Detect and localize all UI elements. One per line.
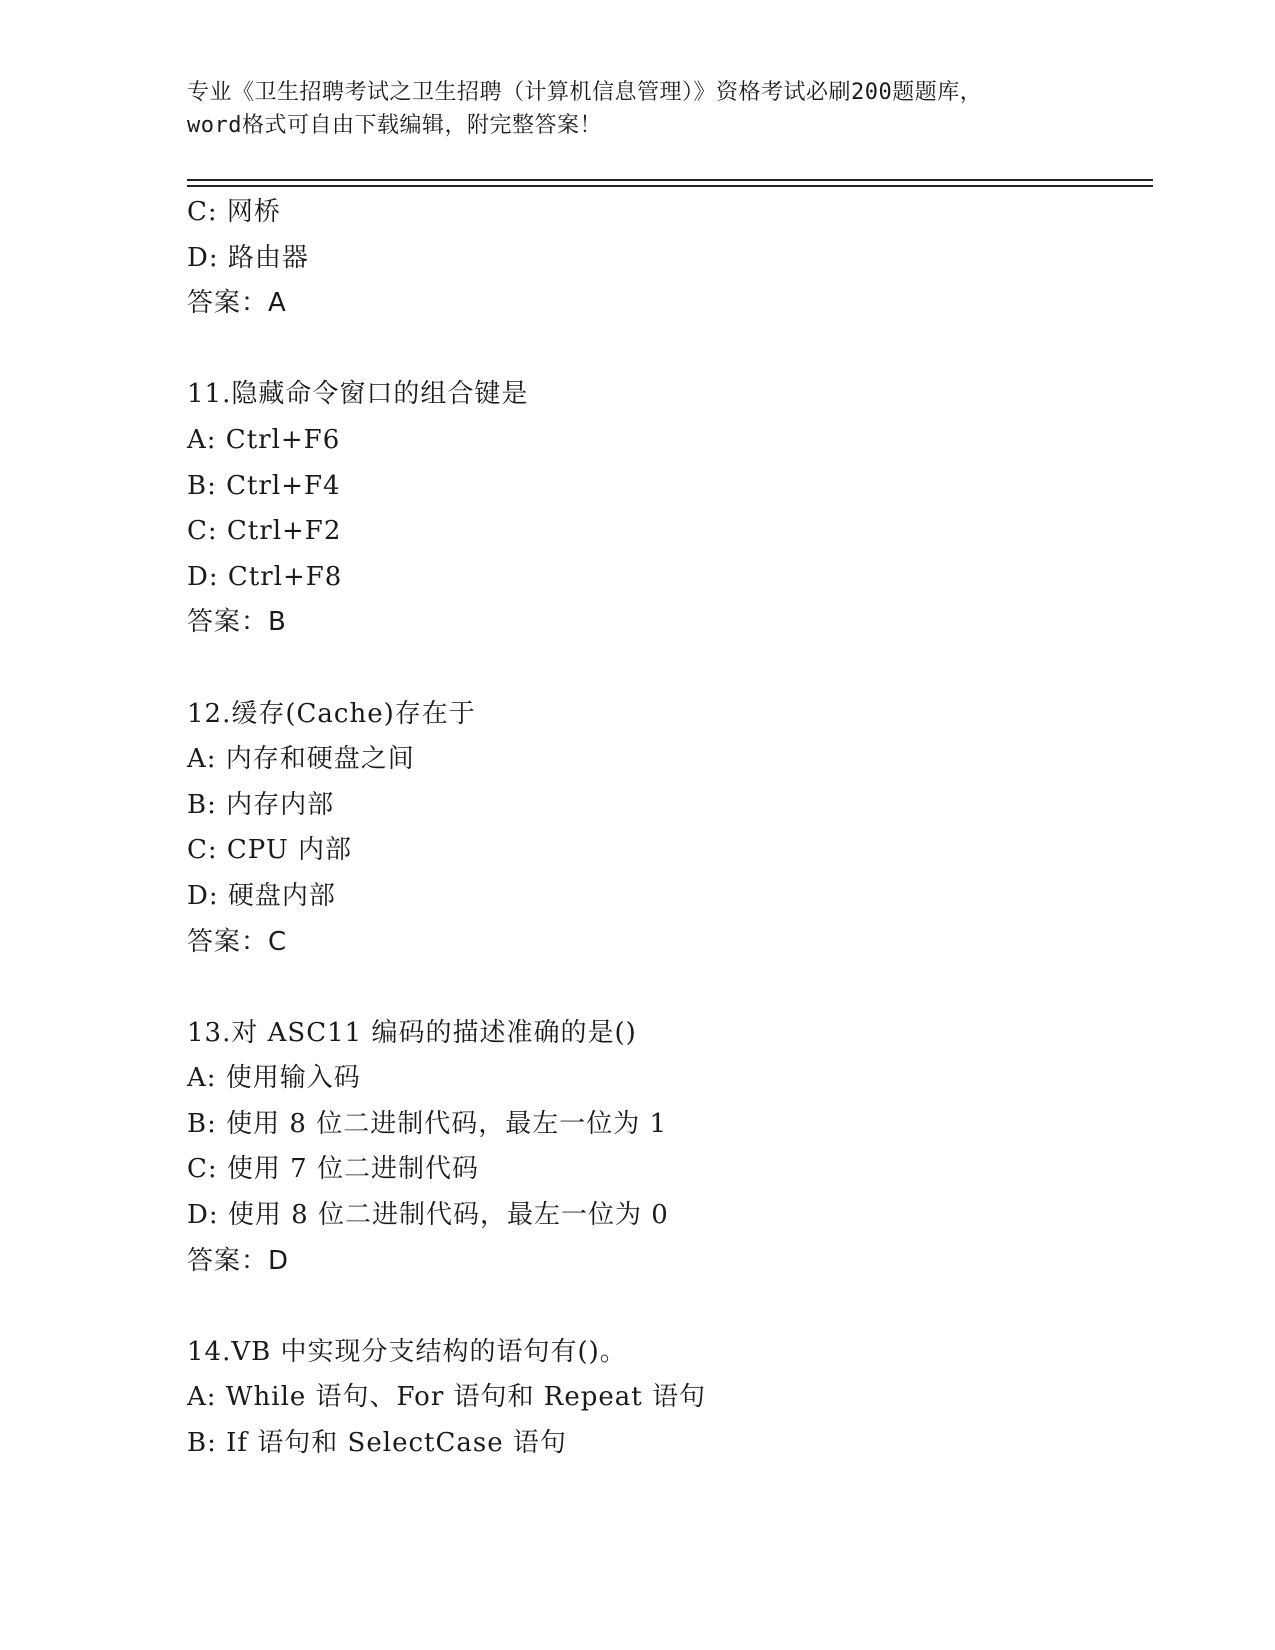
option-a: A: Ctrl+F6 — [187, 424, 341, 455]
document-header — [187, 76, 1087, 142]
option-d: D: Ctrl+F8 — [187, 561, 343, 592]
option-d: D: 使用 8 位二进制代码，最左一位为 0 — [187, 1200, 669, 1231]
answer-line: 答案：B — [187, 607, 287, 638]
option-d: D: 路由器 — [187, 242, 309, 273]
option-c: C: 网桥 — [187, 197, 281, 227]
answer-line: 答案：D — [187, 1245, 290, 1276]
spacer — [187, 327, 1147, 373]
option-b: B: 使用 8 位二进制代码，最左一位为 1 — [187, 1108, 668, 1139]
option-d: D: 硬盘内部 — [187, 880, 336, 911]
header-divider-top — [187, 179, 1153, 181]
question-12 — [187, 692, 1147, 966]
spacer — [187, 965, 1147, 1011]
question-10-partial — [187, 190, 1147, 327]
option-a: A: 内存和硬盘之间 — [187, 744, 415, 775]
question-stem: 12.缓存(Cache)存在于 — [187, 698, 476, 729]
header-line-2: word格式可自由下载编辑，附完整答案！ — [187, 113, 602, 138]
option-a: A: While 语句、For 语句和 Repeat 语句 — [187, 1382, 706, 1413]
spacer — [187, 646, 1147, 692]
question-14 — [187, 1330, 1147, 1467]
answer-line: 答案：C — [187, 926, 288, 957]
header-divider-bottom — [187, 185, 1153, 187]
question-13 — [187, 1011, 1147, 1285]
option-b: B: 内存内部 — [187, 789, 335, 820]
option-b: B: Ctrl+F4 — [187, 470, 341, 501]
option-c: C: Ctrl+F2 — [187, 516, 342, 547]
question-stem: 13.对 ASC11 编码的描述准确的是() — [187, 1017, 637, 1048]
option-a: A: 使用输入码 — [187, 1063, 361, 1094]
question-stem: 11.隐藏命令窗口的组合键是 — [187, 379, 529, 410]
option-c: C: 使用 7 位二进制代码 — [187, 1154, 479, 1185]
option-c: C: CPU 内部 — [187, 835, 353, 866]
question-list — [187, 190, 1147, 1467]
header-line-1: 专业《卫生招聘考试之卫生招聘（计算机信息管理）》资格考试必刷200题题库， — [187, 80, 983, 105]
question-stem: 14.VB 中实现分支结构的语句有()。 — [187, 1336, 627, 1367]
question-11 — [187, 372, 1147, 646]
option-b: B: If 语句和 SelectCase 语句 — [187, 1428, 567, 1459]
answer-line: 答案：A — [187, 288, 287, 319]
spacer — [187, 1284, 1147, 1330]
